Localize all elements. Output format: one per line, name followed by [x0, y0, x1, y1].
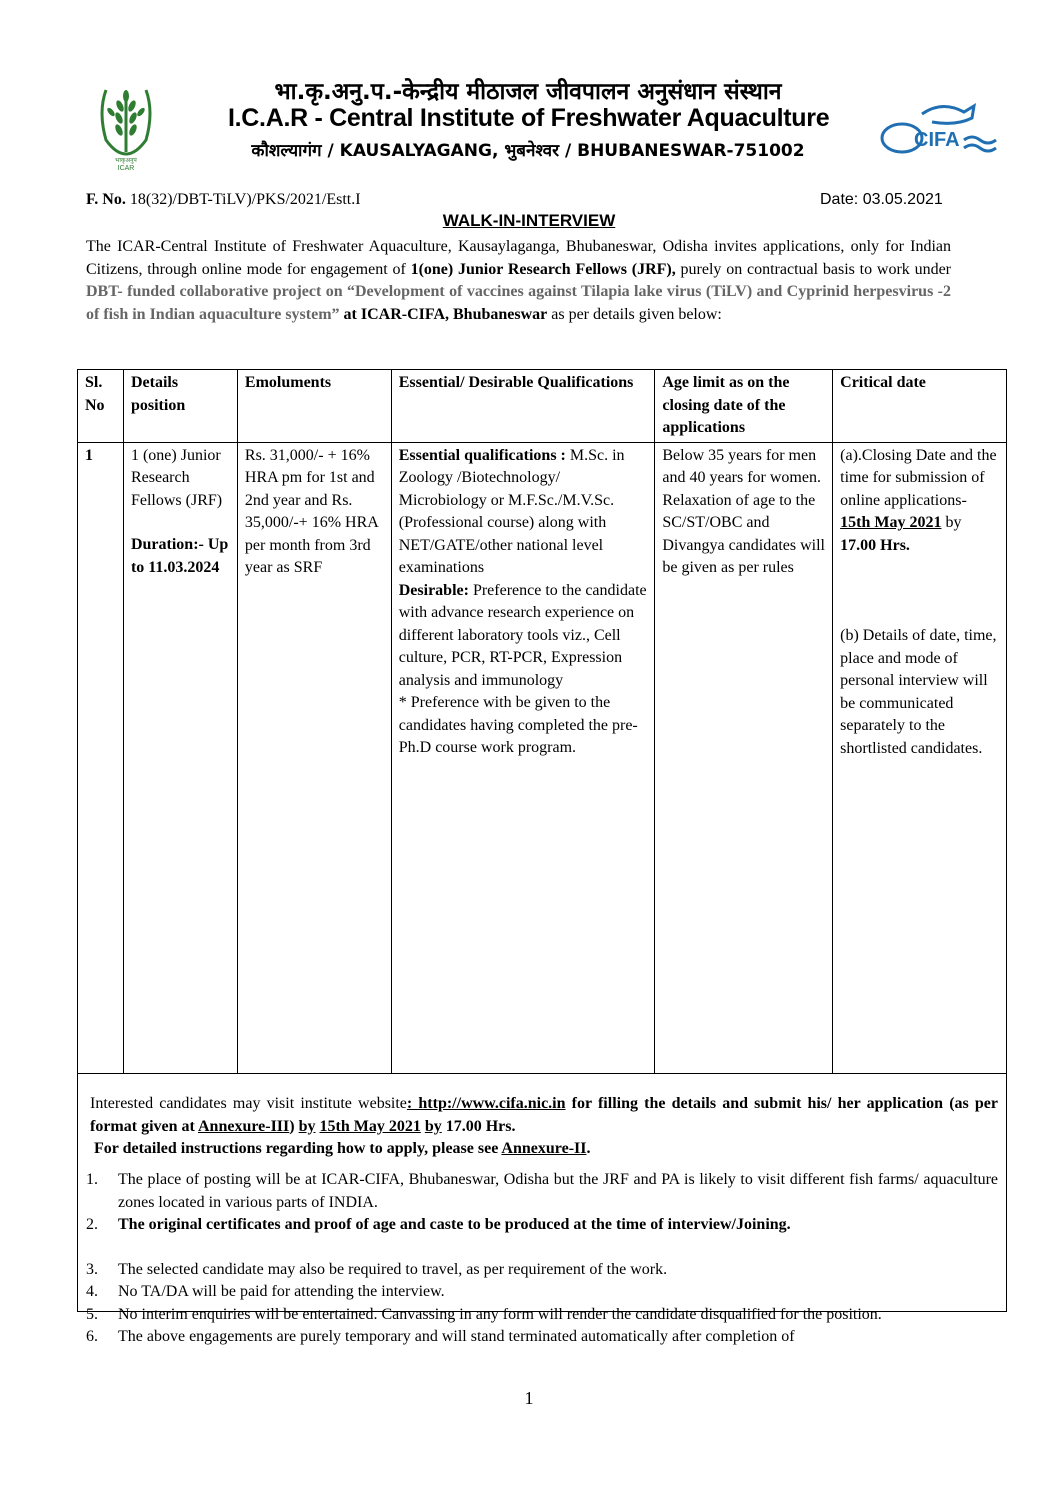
col-header-age-limit: Age limit as on the closing date of the applications: [655, 370, 833, 443]
col-header-position: Details position: [123, 370, 237, 443]
cifa-logo: [872, 96, 1002, 162]
apply-by: by: [298, 1117, 316, 1135]
intro-text-2: purely on contractual basis to work under: [675, 260, 951, 278]
intro-post: 1(one) Junior Research Fellows (JRF),: [410, 260, 676, 278]
institute-name: I.C.A.R - Central Institute of Freshwater Aquaculture: [228, 104, 830, 132]
critical-a-text: (a).Closing Date and the time for submission of online applications-: [840, 446, 997, 509]
position-name: 1 (one) Junior Research Fellows (JRF): [130, 446, 223, 509]
cell-sl: 1: [78, 442, 124, 1073]
terms-list: [82, 1169, 998, 1349]
preference-note: * Preference with be given to the candidates having completed the pre-Ph.D course work program.: [398, 694, 638, 756]
col-header-emoluments: Emoluments: [237, 370, 391, 443]
intro-paragraph: [86, 236, 951, 326]
list-item: [82, 1326, 998, 1349]
vacancy-table: [77, 369, 1007, 1074]
letterhead: [0, 0, 1058, 180]
term-number: 6.: [86, 1328, 98, 1345]
page-number: 1: [524, 1388, 534, 1408]
term-text: The original certificates and proof of age and caste to be produced at the time of interview/Joining.: [118, 1216, 791, 1233]
document-date: Date: 03.05.2021: [820, 191, 943, 208]
icar-logo: [92, 82, 160, 172]
apply-instructions: [90, 1093, 998, 1161]
cell-emoluments: Rs. 31,000/- + 16% HRA pm for 1st and 2nd year and Rs. 35,000/-+ 16% HRA per month from 3rd year as SRF: [237, 442, 391, 1073]
file-number-label: F. No.: [86, 191, 126, 208]
list-item: [82, 1169, 998, 1214]
institute-address: कौशल्यागंग / KAUSALYAGANG, भुबनेश्वर / BHUBANESWAR-751002: [251, 141, 805, 161]
term-number: 5.: [86, 1305, 98, 1323]
intro-project: DBT- funded collaborative project on “Development of vaccines against Tilapia lake virus (TiLV) and Cyprinid herpesvirus -2 of fish in Indian aquaculture system”: [86, 283, 951, 323]
term-number: 3.: [86, 1260, 98, 1278]
term-text: No interim enquiries will be entertained. Canvassing in any form will render the candidate disqualified for the position.: [118, 1305, 882, 1323]
critical-a-time: 17.00 Hrs.: [840, 536, 910, 554]
file-number: [86, 191, 361, 209]
intro-location: at ICAR-CIFA, Bhubaneswar: [339, 305, 548, 323]
cifa-logo-text: CIFA: [914, 129, 960, 151]
term-text: The place of posting will be at ICAR-CIFA, Bhubaneswar, Odisha but the JRF and PA is likely to visit different fish farms/ aquaculture zones located in various parts of INDIA.: [118, 1171, 998, 1211]
apply-by-2: by: [424, 1117, 442, 1135]
cell-position: [123, 442, 237, 1073]
list-item: [82, 1281, 998, 1304]
term-text: The selected candidate may also be required to travel, as per requirement of the work.: [118, 1260, 668, 1278]
list-item: [82, 1304, 998, 1327]
essential-text: M.Sc. in Zoology /Biotechnology/ Microbiology or M.F.Sc./M.V.Sc. (Professional course) along with NET/GATE/other national level examinations: [398, 446, 625, 576]
intro-text-1: The ICAR-Central Institute of Freshwater Aquaculture, Kausaylaganga, Bhubaneswar, Odisha invites applications, only for Indian Citizens, through online mode for engagement of: [86, 238, 951, 278]
apply-text-4: For detailed instructions regarding how to apply, please see: [94, 1140, 502, 1157]
file-number-value: 18(32)/DBT-TiLV)/PKS/2021/Estt.I: [129, 191, 361, 208]
icar-logo-text: ICAR: [117, 165, 135, 172]
annexure-ii-link[interactable]: Annexure-II: [501, 1140, 587, 1157]
cell-qualifications: [391, 442, 655, 1073]
term-number: 2.: [86, 1216, 98, 1233]
apply-time: 17.00 Hrs.: [445, 1117, 516, 1135]
term-text: No TA/DA will be paid for attending the interview.: [118, 1283, 445, 1300]
cell-age-limit: Below 35 years for men and 40 years for women. Relaxation of age to the SC/ST/OBC and Divangya candidates will be given as per rules: [655, 442, 833, 1073]
list-item: [82, 1259, 998, 1282]
col-header-sl: Sl. No: [78, 370, 124, 443]
list-item: [82, 1214, 998, 1237]
position-duration: Duration:- Up to 11.03.2024: [130, 536, 229, 576]
desirable-text: Preference to the candidate with advance research experience on different laboratory tools viz., Cell culture, PCR, RT-PCR, Expression analysis and immunology: [398, 581, 647, 689]
apply-deadline: 15th May 2021: [319, 1117, 421, 1135]
essential-label: Essential qualifications :: [398, 446, 566, 464]
apply-text-1: Interested candidates may visit institute website: [90, 1095, 407, 1112]
table-header-row: [78, 370, 1007, 443]
table-row: [78, 442, 1007, 1073]
apply-text-2: for filling the details and submit his/ her application (as per format given at: [90, 1095, 999, 1135]
term-number: 1.: [86, 1171, 98, 1188]
page-title: WALK-IN-INTERVIEW: [442, 211, 616, 230]
term-text: The above engagements are purely temporary and will stand terminated automatically after completion of: [118, 1328, 795, 1345]
term-number: 4.: [86, 1283, 98, 1300]
icar-logo-hindi-text: भाकृअनुप: [115, 157, 137, 164]
col-header-critical-date: Critical date: [833, 370, 1007, 443]
annexure-iii-link[interactable]: Annexure-III: [197, 1117, 290, 1135]
apply-text-5: .: [586, 1140, 591, 1157]
critical-a-date: 15th May 2021: [840, 514, 942, 531]
apply-text-3: ): [289, 1117, 299, 1135]
apply-website[interactable]: : http://www.cifa.nic.in: [406, 1095, 566, 1112]
intro-text-4: as per details given below:: [547, 305, 722, 323]
critical-b-text: (b) Details of date, time, place and mode of personal interview will be communicated separately to the shortlisted candidates.: [840, 627, 997, 757]
cell-critical-date: [833, 442, 1007, 1073]
col-header-qualifications: Essential/ Desirable Qualifications: [391, 370, 655, 443]
institute-name-hindi: भा.कृ.अनु.प.-केन्द्रीय मीठाजल जीवपालन अनुसंधान संस्थान: [274, 79, 782, 105]
critical-a-by: by: [945, 514, 962, 531]
desirable-label: Desirable:: [398, 581, 469, 599]
